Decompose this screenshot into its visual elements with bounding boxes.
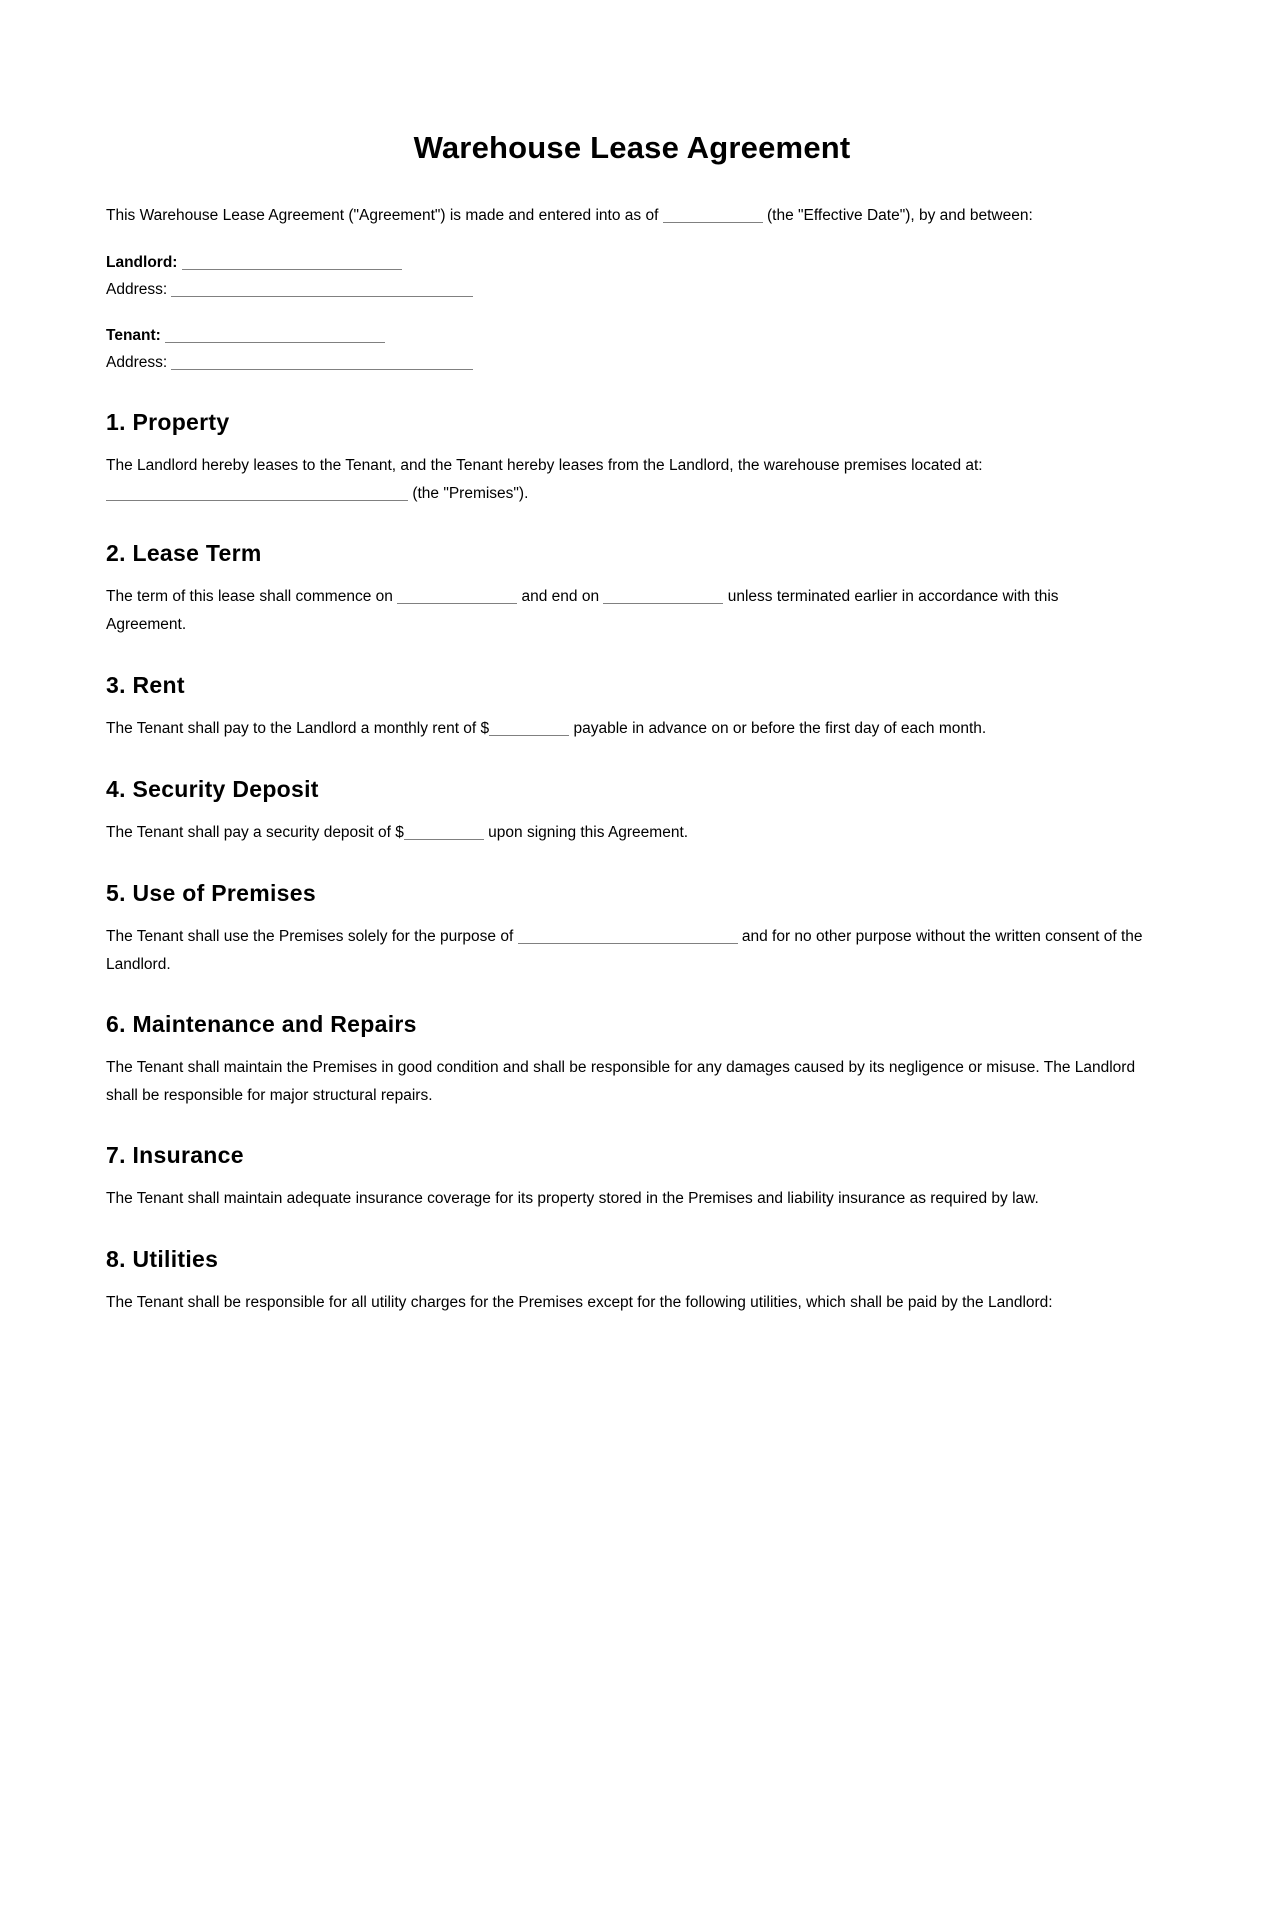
document-title: Warehouse Lease Agreement (413, 130, 851, 165)
effective-date-blank[interactable] (663, 208, 763, 223)
property-text-after: (the "Premises"). (412, 485, 529, 502)
monthly-rent-blank[interactable] (489, 721, 569, 736)
section-heading-rent: 3. Rent (106, 672, 185, 698)
security-deposit-blank[interactable] (404, 825, 484, 840)
section-text-maintenance: The Tenant shall maintain the Premises in good condition and shall be responsible for any damages caused by its negligence or misuse. The Landlord shall be responsible for major structural repairs. (106, 1059, 1136, 1104)
rent-text-before: The Tenant shall pay to the Landlord a monthly rent of $ (106, 720, 490, 737)
document-page (106, 0, 1158, 1312)
end-date-blank[interactable] (603, 589, 723, 604)
section-heading-insurance: 7. Insurance (106, 1142, 244, 1168)
section-heading-use-of-premises: 5. Use of Premises (106, 880, 316, 906)
deposit-text-before: The Tenant shall pay a security deposit of $ (106, 824, 404, 841)
section-text-property (106, 452, 1158, 508)
deposit-text-after: upon signing this Agreement. (488, 824, 689, 841)
section-text-security-deposit (106, 819, 1158, 847)
use-text-before: The Tenant shall use the Premises solely for the purpose of (106, 928, 514, 945)
landlord-label: Landlord: (106, 254, 178, 271)
tenant-name-blank[interactable] (165, 328, 385, 343)
property-text-before: The Landlord hereby leases to the Tenant, and the Tenant hereby leases from the Landlord, the warehouse premises located at: (106, 457, 983, 474)
section-text-use-of-premises (106, 923, 1158, 979)
lease-term-text-3: unless terminated earlier in accordance with this Agreement. (106, 588, 1059, 633)
tenant-address-blank[interactable] (171, 355, 473, 370)
section-heading-lease-term: 2. Lease Term (106, 540, 262, 566)
section-heading-property: 1. Property (106, 409, 230, 435)
tenant-label: Tenant: (106, 327, 161, 344)
section-text-rent (106, 715, 1158, 743)
landlord-address-label: Address: (106, 281, 168, 298)
section-heading-maintenance: 6. Maintenance and Repairs (106, 1011, 417, 1037)
rent-text-after: payable in advance on or before the first day of each month. (573, 720, 987, 737)
intro-text-after: (the "Effective Date"), by and between: (767, 207, 1033, 224)
purpose-blank[interactable] (518, 929, 738, 944)
lease-term-text-2: and end on (521, 588, 600, 605)
section-text-utilities: The Tenant shall be responsible for all utility charges for the Premises except for the following utilities, which shall be paid by the Landlord: (106, 1294, 1053, 1311)
tenant-address-label: Address: (106, 354, 168, 371)
tenant-block (106, 322, 1158, 376)
section-text-insurance: The Tenant shall maintain adequate insurance coverage for its property stored in the Premises and liability insurance as required by law. (106, 1190, 1039, 1207)
premises-address-blank[interactable] (106, 486, 408, 501)
section-heading-security-deposit: 4. Security Deposit (106, 776, 319, 802)
commence-date-blank[interactable] (397, 589, 517, 604)
intro-text-before: This Warehouse Lease Agreement ("Agreement") is made and entered into as of (106, 207, 659, 224)
section-heading-utilities: 8. Utilities (106, 1246, 219, 1272)
use-text-after: and for no other purpose without the written consent of the Landlord. (106, 928, 1143, 973)
intro-paragraph (106, 202, 1158, 230)
landlord-name-blank[interactable] (182, 255, 402, 270)
section-text-lease-term (106, 583, 1106, 639)
landlord-block (106, 249, 1158, 303)
lease-term-text-1: The term of this lease shall commence on (106, 588, 393, 605)
landlord-address-blank[interactable] (171, 282, 473, 297)
